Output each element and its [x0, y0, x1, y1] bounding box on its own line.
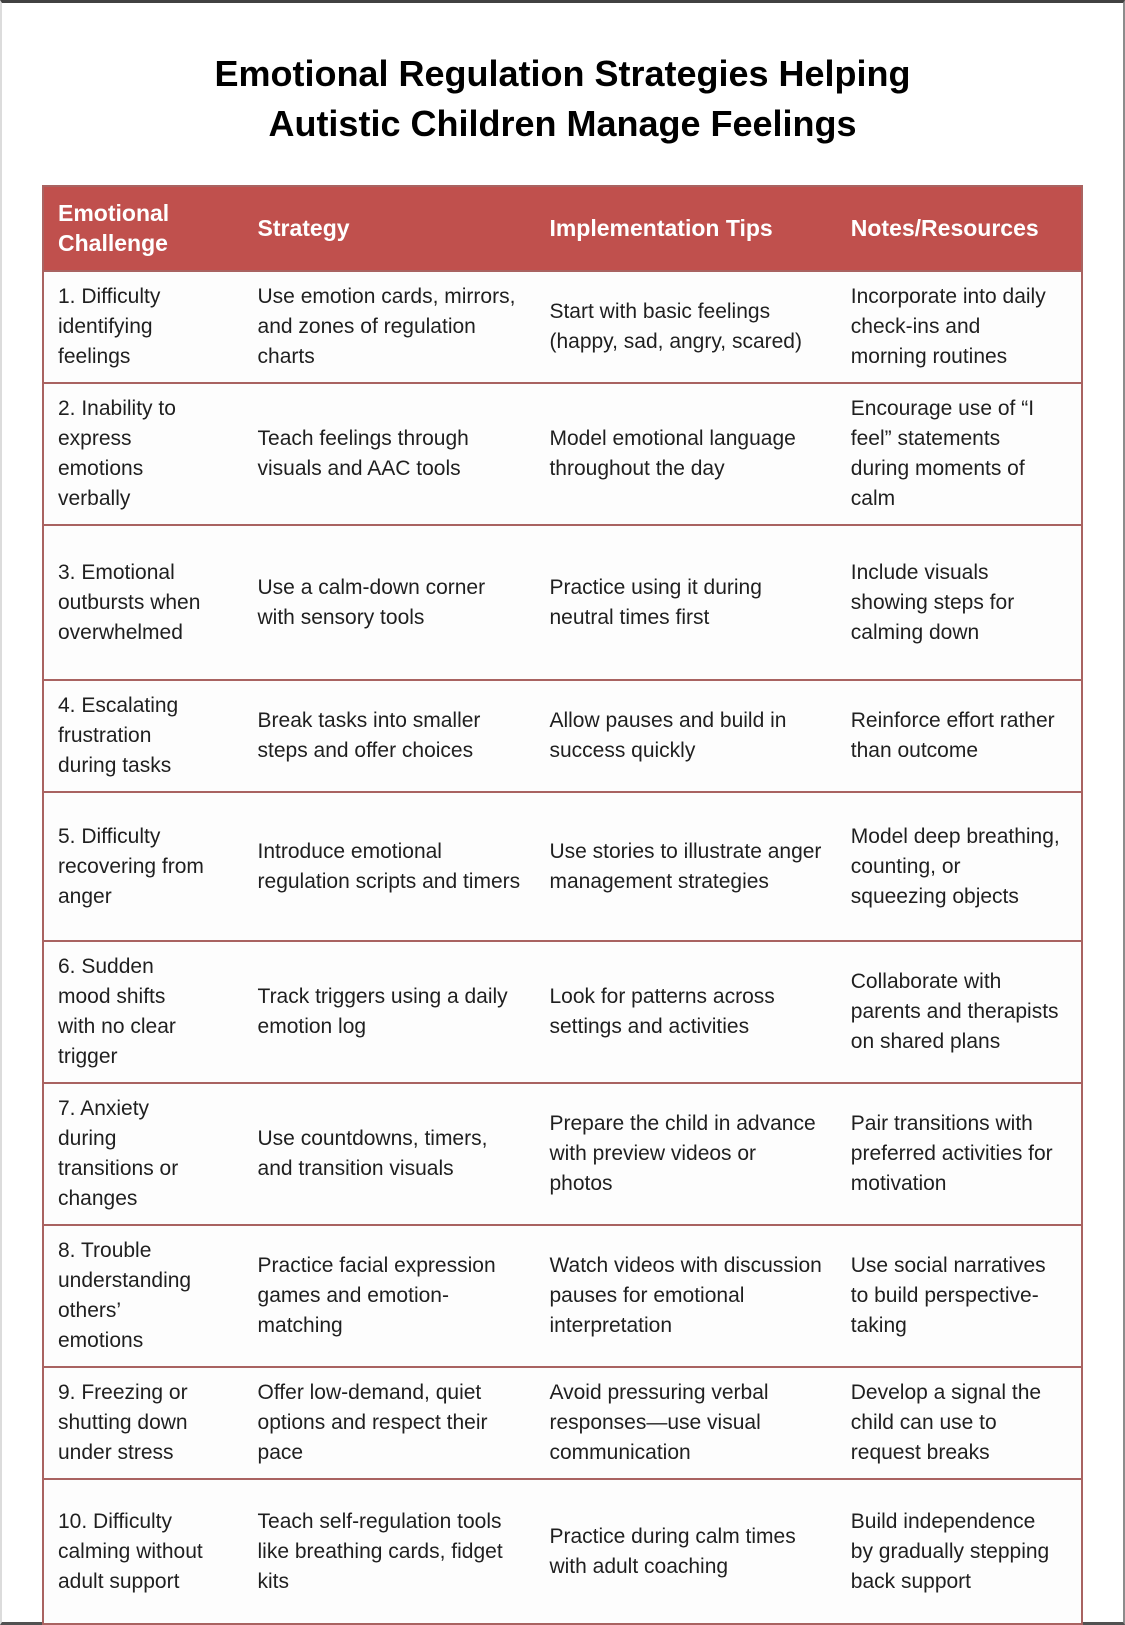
- cell-challenge: 3. Emotional outbursts when overwhelmed: [43, 525, 244, 680]
- cell-strategy: Break tasks into smaller steps and offer choices: [244, 680, 536, 792]
- cell-tips: Look for patterns across settings and activities: [535, 941, 836, 1083]
- cell-notes: Use social narratives to build perspective-taking: [837, 1225, 1082, 1367]
- table-row-10: [43, 1479, 1082, 1624]
- table-row-6: [43, 941, 1082, 1083]
- cell-tips: Watch videos with discussion pauses for emotional interpretation: [535, 1225, 836, 1367]
- table-row-1: [43, 271, 1082, 383]
- table-row-2: [43, 383, 1082, 525]
- cell-notes: Develop a signal the child can use to request breaks: [837, 1367, 1082, 1479]
- cell-strategy: Teach self-regulation tools like breathing cards, fidget kits: [244, 1479, 536, 1624]
- cell-challenge: 10. Difficulty calming without adult support: [43, 1479, 244, 1624]
- cell-strategy: Track triggers using a daily emotion log: [244, 941, 536, 1083]
- cell-challenge: 1. Difficulty identifying feelings: [43, 271, 244, 383]
- cell-strategy: Offer low-demand, quiet options and respect their pace: [244, 1367, 536, 1479]
- cell-tips: Allow pauses and build in success quickly: [535, 680, 836, 792]
- cell-strategy: Use a calm-down corner with sensory tools: [244, 525, 536, 680]
- table-row-8: [43, 1225, 1082, 1367]
- table-row-9: [43, 1367, 1082, 1479]
- table-row-4: [43, 680, 1082, 792]
- cell-tips: Practice using it during neutral times first: [535, 525, 836, 680]
- column-header-emotional-challenge: Emotional Challenge: [43, 186, 244, 271]
- cell-challenge: 8. Trouble understanding others’ emotions: [43, 1225, 244, 1367]
- page-title-line-1: Emotional Regulation Strategies Helping: [214, 53, 911, 94]
- table-row-5: [43, 792, 1082, 941]
- cell-notes: Incorporate into daily check-ins and morning routines: [837, 271, 1082, 383]
- cell-notes: Encourage use of “I feel” statements during moments of calm: [837, 383, 1082, 525]
- cell-strategy: Teach feelings through visuals and AAC tools: [244, 383, 536, 525]
- table-body: [43, 271, 1082, 1624]
- table-row-7: [43, 1083, 1082, 1225]
- cell-tips: Practice during calm times with adult coaching: [535, 1479, 836, 1624]
- cell-strategy: Practice facial expression games and emotion-matching: [244, 1225, 536, 1367]
- table-row-3: [43, 525, 1082, 680]
- cell-notes: Include visuals showing steps for calming down: [837, 525, 1082, 680]
- strategies-table: [42, 185, 1083, 1625]
- column-header-implementation-tips: Implementation Tips: [535, 186, 836, 271]
- cell-challenge: 9. Freezing or shutting down under stress: [43, 1367, 244, 1479]
- page-title-line-2: Autistic Children Manage Feelings: [268, 103, 857, 144]
- cell-notes: Collaborate with parents and therapists on shared plans: [837, 941, 1082, 1083]
- cell-tips: Use stories to illustrate anger management strategies: [535, 792, 836, 941]
- cell-tips: Prepare the child in advance with preview videos or photos: [535, 1083, 836, 1225]
- page-title: [2, 49, 1123, 149]
- cell-strategy: Use countdowns, timers, and transition visuals: [244, 1083, 536, 1225]
- table-header: [43, 186, 1082, 271]
- cell-tips: Avoid pressuring verbal responses—use visual communication: [535, 1367, 836, 1479]
- cell-tips: Start with basic feelings (happy, sad, angry, scared): [535, 271, 836, 383]
- header-row: [43, 186, 1082, 271]
- cell-notes: Model deep breathing, counting, or squeezing objects: [837, 792, 1082, 941]
- cell-tips: Model emotional language throughout the day: [535, 383, 836, 525]
- cell-notes: Pair transitions with preferred activities for motivation: [837, 1083, 1082, 1225]
- cell-strategy: Introduce emotional regulation scripts and timers: [244, 792, 536, 941]
- column-header-notes-resources: Notes/Resources: [837, 186, 1082, 271]
- cell-challenge: 6. Sudden mood shifts with no clear trigger: [43, 941, 244, 1083]
- cell-notes: Reinforce effort rather than outcome: [837, 680, 1082, 792]
- cell-challenge: 4. Escalating frustration during tasks: [43, 680, 244, 792]
- cell-challenge: 7. Anxiety during transitions or changes: [43, 1083, 244, 1225]
- cell-strategy: Use emotion cards, mirrors, and zones of regulation charts: [244, 271, 536, 383]
- cell-notes: Build independence by gradually stepping back support: [837, 1479, 1082, 1624]
- cell-challenge: 5. Difficulty recovering from anger: [43, 792, 244, 941]
- column-header-strategy: Strategy: [244, 186, 536, 271]
- cell-challenge: 2. Inability to express emotions verbally: [43, 383, 244, 525]
